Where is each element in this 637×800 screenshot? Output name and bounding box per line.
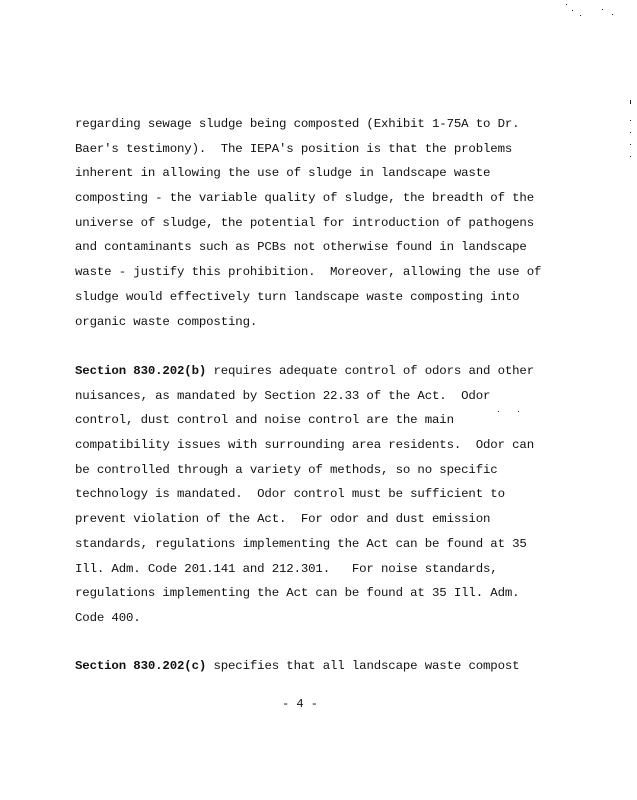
speck <box>630 120 631 121</box>
paragraph-section-830-202c <box>75 654 565 679</box>
speck <box>630 100 631 104</box>
text-line-rest: requires adequate control of odors and other <box>206 364 535 378</box>
text-line: composting - the variable quality of sludge, the breadth of the <box>75 191 534 206</box>
text-line: and contaminants such as PCBs not otherwise found in landscape <box>75 240 527 255</box>
text-line: control, dust control and noise control are the main <box>75 413 454 428</box>
text-line: standards, regulations implementing the Act can be found at 35 <box>75 536 527 551</box>
speck <box>518 411 519 412</box>
text-line: Code 400. <box>75 610 141 625</box>
text-line: be controlled through a variety of methods, so no specific <box>75 462 498 477</box>
paragraph-section-830-202b <box>75 359 565 631</box>
text-line: compatibility issues with surrounding area residents. Odor can <box>75 438 534 453</box>
text-line: nuisances, as mandated by Section 22.33 of the Act. Odor <box>75 388 491 403</box>
text-line: organic waste composting. <box>75 314 258 329</box>
page-number: - 4 - <box>281 697 318 711</box>
text-line: waste - justify this prohibition. Moreover, allowing the use of <box>75 265 542 280</box>
speck <box>602 9 603 10</box>
text-line: universe of sludge, the potential for introduction of pathogens <box>75 215 534 230</box>
section-reference: Section 830.202(b) <box>75 364 207 378</box>
speck <box>566 4 567 5</box>
speck <box>498 411 499 412</box>
text-line: technology is mandated. Odor control must be sufficient to <box>75 487 505 502</box>
text-line: regarding sewage sludge being composted (Exhibit 1-75A to Dr. <box>75 117 520 131</box>
paragraph-sludge-prohibition <box>75 112 565 334</box>
text-line: regulations implementing the Act can be found at 35 Ill. Adm. <box>75 586 520 601</box>
text-line <box>75 654 565 679</box>
speck <box>630 156 631 157</box>
speck <box>572 10 573 11</box>
speck <box>630 132 631 133</box>
text-line: sludge would effectively turn landscape waste composting into <box>75 289 520 304</box>
text-line: inherent in allowing the use of sludge in landscape waste <box>75 166 491 181</box>
speck <box>630 144 631 145</box>
speck <box>612 14 613 15</box>
text-line-rest: specifies that all landscape waste compost <box>206 659 520 673</box>
section-reference: Section 830.202(c) <box>75 659 207 673</box>
text-line <box>75 359 565 384</box>
text-line: Ill. Adm. Code 201.141 and 212.301. For noise standards, <box>75 561 498 576</box>
speck <box>580 15 581 16</box>
text-line: Baer's testimony). The IEPA's position is that the problems <box>75 141 513 156</box>
text-line: prevent violation of the Act. For odor and dust emission <box>75 512 491 527</box>
